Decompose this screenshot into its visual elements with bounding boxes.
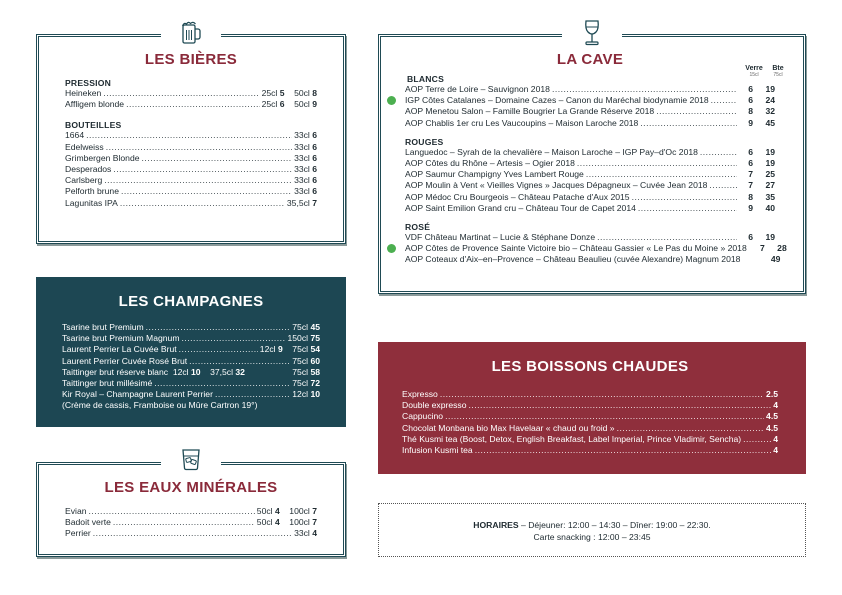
leader-dots [142,153,293,164]
leader-dots [711,95,737,106]
menu-item [405,106,775,117]
menu-item [402,423,778,434]
wine-glass-icon [582,19,602,47]
item-price: 49 [770,254,781,265]
leader-dots [640,118,737,129]
leader-dots [709,180,737,191]
item-price: 9 40 [748,202,775,213]
cave-title: LA CAVE [556,51,624,68]
item-price: 4 [773,433,778,444]
menu-item [65,186,317,197]
menu-item [405,95,775,106]
menu-item [65,164,317,175]
item-name: Cappucino [402,411,444,422]
horaires-section [378,503,806,557]
leader-dots [475,445,772,456]
item-name: AOP Menetou Salon – Famille Bougrier La Grande Réserve 2018 [405,106,655,117]
menu-item [405,169,775,180]
leader-dots [577,158,737,169]
item-price: 12cl 9 75cl 54 [259,344,320,355]
leader-dots [638,203,737,214]
leader-dots [120,198,285,209]
champagnes-title: LES CHAMPAGNES [118,293,264,310]
menu-item [405,254,781,265]
menu-item [65,130,317,141]
item-price: 33cl 6 [294,152,317,163]
item-name: Laurent Perrier La Cuvée Brut [62,344,177,355]
bouteilles-list [65,130,317,208]
boissons-chaudes-title: LES BOISSONS CHAUDES [491,358,689,375]
horaires-line-2: Carte snacking : 12:00 – 23:45 [533,532,651,542]
item-price: 7 28 [759,243,787,254]
leader-dots [440,389,764,400]
item-price: 4.5 [766,422,778,433]
water-glass-icon [180,447,202,471]
rouges-heading: ROUGES [405,136,444,147]
item-price: 33cl 6 [294,186,317,197]
leader-dots [552,84,737,95]
leader-dots [597,232,737,243]
leader-dots [93,528,292,539]
eaux-section [36,462,346,557]
pression-heading: PRESSION [65,78,112,88]
menu-item [65,198,317,209]
item-name: Double expresso [402,400,467,411]
item-name: Infusion Kusmi tea [402,445,473,456]
menu-item [405,158,775,169]
item-name: Perrier [65,528,91,539]
menu-item [62,356,320,367]
leader-dots [179,344,258,355]
boissons-chaudes-section [378,342,806,474]
item-name: Taittinger brut millésimé [62,378,153,389]
horaires-label: HORAIRES [473,520,519,530]
item-name: Tsarine brut Premium Magnum [62,333,180,344]
item-price: 6 19 [748,84,775,94]
cave-section [378,34,806,294]
leader-dots [189,356,290,367]
bouteilles-heading: BOUTEILLES [65,120,122,131]
leader-dots [86,130,292,141]
menu-item [405,118,775,129]
menu-item [405,203,775,214]
item-name: Taittinger brut réserve blanc 12cl 10 37,5cl 32 [62,366,245,377]
rouges-list [405,147,775,214]
leader-dots [215,389,290,400]
item-price: 2.5 [766,389,778,399]
menu-item [402,389,778,400]
menu-item [65,142,317,153]
item-name: AOP Terre de Loire – Sauvignon 2018 [405,84,550,94]
item-name: IGP Côtes Catalanes – Domaine Cazes – Canon du Maréchal biodynamie 2018 [405,95,709,106]
item-name: Laurent Perrier Cuvée Rosé Brut [62,355,188,366]
champagnes-section [36,277,346,427]
item-name: Chocolat Monbana bio Max Havelaar « chaud ou froid » [402,422,615,433]
menu-item [405,232,775,243]
item-name: AOP Côtes de Provence Sainte Victoire bio – Château Gassier « Le Pas du Moine » 2018 [405,243,747,254]
item-price: 12cl 10 [292,389,320,400]
boissons-chaudes-list [402,389,778,456]
item-name: Expresso [402,389,438,399]
verre-header: Verre 15cl [745,65,763,78]
menu-item [62,367,320,378]
item-name: Thé Kusmi tea (Boost, Detox, English Breakfast, Label Imperial, Prince Vladimir, Sencha) [402,433,742,444]
item-price: 50cl 4 100cl 7 [256,506,317,516]
leader-dots [656,106,737,117]
item-price: 6 19 [748,146,775,157]
item-price: 4.5 [766,411,778,422]
item-name: AOP Coteaux d'Aix–en–Provence – Château Beaulieu (cuvée Alexandre) Magnum 2018 [405,254,741,265]
leader-dots [113,517,255,528]
item-name: AOP Moulin à Vent « Vieilles Vignes » Jacques Dépagneux – Cuvée Jean 2018 [405,180,708,191]
menu-item [402,411,778,422]
item-name: AOP Médoc Cru Bourgeois – Château Patache d'Aux 2015 [405,191,630,202]
icon-gap [161,27,221,49]
rose-heading: ROSÉ [405,222,431,233]
bio-leaf-icon [387,96,396,105]
item-price: 4 [773,445,778,456]
leader-dots [106,142,292,153]
pression-list [65,88,317,110]
item-price: 6 19 [748,232,775,243]
item-price: 75cl 58 [292,366,320,377]
item-price: 50cl 4 100cl 7 [256,517,317,528]
leader-dots [617,423,764,434]
bte-header: Bte 75cl [772,65,784,78]
item-price: 75cl 72 [292,378,320,389]
item-name: AOP Chablis 1er cru Les Vaucoupins – Maison Laroche 2018 [405,117,639,128]
leader-dots [146,322,291,333]
item-price: 8 32 [748,106,775,117]
item-price: 150cl 75 [287,333,320,344]
menu-item [405,192,775,203]
item-price: 4 [773,400,778,411]
menu-item [65,506,317,517]
item-price: 7 25 [748,169,775,180]
menu-item [405,243,787,254]
rose-list [405,232,787,266]
menu-item [65,99,317,110]
item-price: 6 24 [748,95,775,106]
leader-dots [445,411,764,422]
menu-item [62,378,320,389]
item-name: Affligem blonde [65,99,125,110]
champagnes-list [62,322,320,400]
item-price: 33cl 6 [294,130,317,141]
leader-dots [586,169,737,180]
leader-dots [126,99,259,110]
horaires-line-1: HORAIRES – Déjeuner: 12:00 – 14:30 – Dîner: 19:00 – 22:30. [473,520,711,530]
leader-dots [469,400,772,411]
menu-item [62,322,320,333]
item-name: Pelforth brune [65,186,119,197]
item-name: Languedoc – Syrah de la chevalière – Maison Laroche – IGP Pay–d'Oc 2018 [405,146,698,157]
leader-dots [113,164,292,175]
item-price: 33cl 4 [294,528,317,539]
icon-gap [161,455,221,477]
leader-dots [89,506,255,517]
menu-item [65,175,317,186]
item-price: 9 45 [748,117,775,128]
item-name: 1664 [65,130,85,141]
icon-gap [562,27,622,49]
menu-item [62,389,320,400]
menu-item [402,445,778,456]
menu-item [402,400,778,411]
item-name: Carlsberg [65,175,103,186]
item-name: AOP Saint Emilion Grand cru – Château Tour de Capet 2014 [405,202,636,213]
item-name: Lagunitas IPA [65,197,118,208]
bio-leaf-icon [387,244,396,253]
bieres-section [36,34,346,244]
leader-dots [700,147,737,158]
item-price: 25cl 6 50cl 9 [261,99,317,110]
leader-dots [632,192,737,203]
leader-dots [743,434,771,445]
item-name: Kir Royal – Champagne Laurent Perrier [62,389,213,400]
item-price: 8 35 [748,191,775,202]
menu-item [65,517,317,528]
beer-mug-icon [180,19,202,45]
leader-dots [103,88,259,99]
item-name: Desperados [65,164,112,175]
cave-column-headers [743,65,789,78]
leader-dots [154,378,290,389]
menu-item [62,344,320,355]
menu-item [65,88,317,99]
bieres-title: LES BIÈRES [144,51,238,68]
menu-item [405,84,775,95]
item-price: 7 27 [748,180,775,191]
leader-dots [182,333,286,344]
item-price: 35,5cl 7 [286,197,317,208]
item-name: Tsarine brut Premium [62,322,144,332]
menu-item [402,434,778,445]
item-price: 33cl 6 [294,164,317,175]
item-price: 25cl 5 50cl 8 [261,88,317,98]
blancs-list [405,84,775,129]
item-price: 75cl 45 [292,322,320,332]
item-name: Edelweiss [65,141,104,152]
item-name: Evian [65,506,87,516]
leader-dots [104,175,292,186]
item-name: Badoit verte [65,517,111,528]
item-name: AOP Côtes du Rhône – Artesis – Ogier 2018 [405,158,575,169]
item-name: AOP Saumur Champigny Yves Lambert Rouge [405,169,584,180]
item-price: 33cl 6 [294,175,317,186]
item-name: Grimbergen Blonde [65,152,140,163]
blancs-heading: BLANCS [407,74,445,84]
eaux-list [65,506,317,540]
champagnes-note: (Crème de cassis, Framboise ou Mûre Cartron 19°) [62,400,258,411]
menu-item [405,147,775,158]
leader-dots [121,186,292,197]
item-name: VDF Château Martinat – Lucie & Stéphane Donze [405,232,596,243]
menu-item [65,528,317,539]
menu-item [62,333,320,344]
item-price: 33cl 6 [294,141,317,152]
eaux-title: LES EAUX MINÉRALES [104,479,278,496]
menu-item [65,153,317,164]
item-price: 6 19 [748,158,775,169]
menu-item [405,180,775,191]
item-name: Heineken [65,88,102,98]
item-price: 75cl 60 [292,355,320,366]
